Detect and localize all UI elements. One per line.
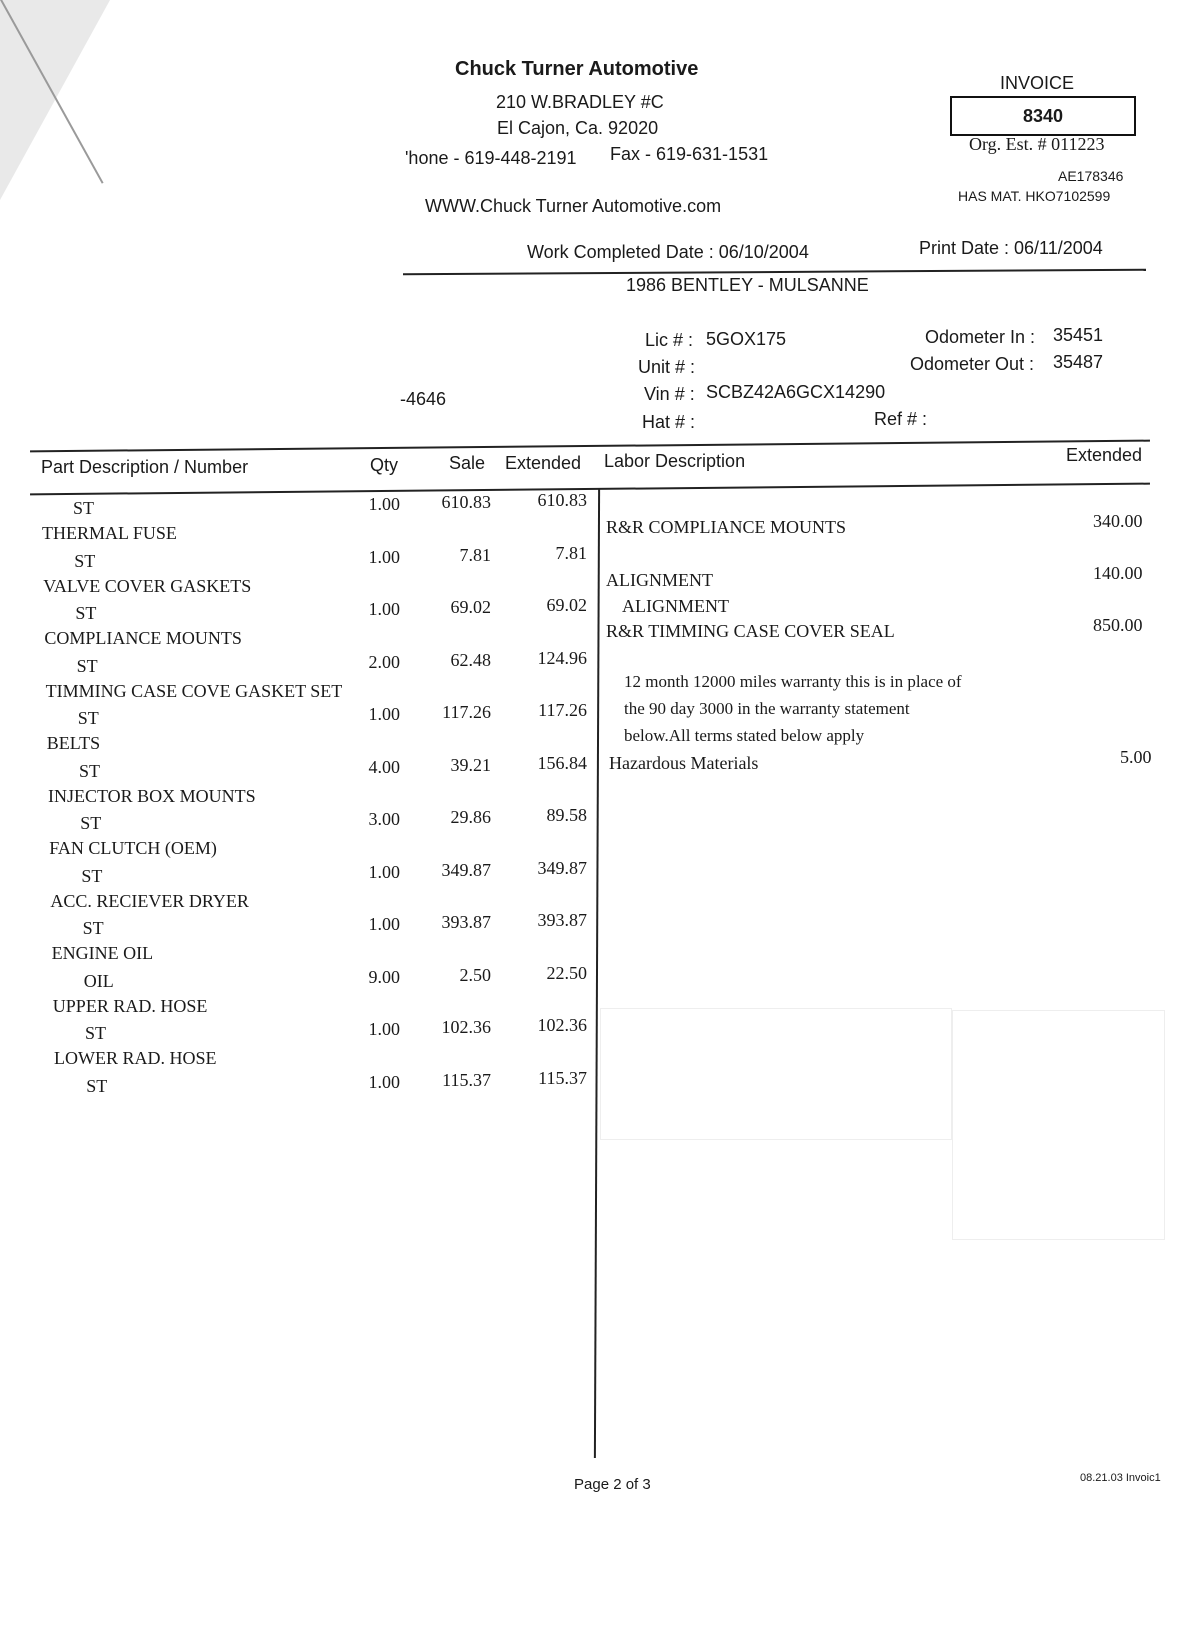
- company-website: WWW.Chuck Turner Automotive.com: [425, 196, 722, 216]
- part-extended: 89.58: [546, 805, 587, 825]
- org-est-number: Org. Est. # 011223: [969, 134, 1105, 154]
- labor-line-4-amount: 5.00: [1120, 747, 1152, 767]
- part-description: UPPER RAD. HOSE: [52, 995, 208, 1016]
- labor-line-2-sub: ALIGNMENT: [622, 596, 729, 616]
- part-extended: 102.36: [537, 1015, 587, 1035]
- part-sale: 29.86: [450, 807, 491, 827]
- part-extended: 7.81: [555, 542, 587, 563]
- part-number: ST: [77, 708, 99, 728]
- part-description: ACC. RECIEVER DRYER: [50, 890, 249, 911]
- warranty-note-line-3: below.All terms stated below apply: [624, 726, 865, 745]
- odometer-out-label: Odometer Out :: [910, 354, 1035, 374]
- table-header-bottom-line: [30, 483, 1150, 496]
- part-number: ST: [85, 1023, 107, 1043]
- part-number: ST: [73, 498, 95, 518]
- parts-labor-divider: [594, 488, 600, 1458]
- part-sale: 39.21: [450, 754, 491, 775]
- part-sale: 102.36: [441, 1017, 491, 1037]
- part-extended: 115.37: [538, 1067, 587, 1088]
- part-qty: 1.00: [368, 861, 400, 882]
- part-number: ST: [86, 1075, 108, 1096]
- labor-line-3-amount: 850.00: [1093, 615, 1143, 635]
- company-address-line2: El Cajon, Ca. 92020: [497, 118, 659, 138]
- part-sale: 69.02: [450, 597, 491, 617]
- odometer-in-label: Odometer In :: [925, 327, 1036, 347]
- part-sale: 7.81: [459, 544, 491, 565]
- part-qty: 1.00: [368, 546, 400, 567]
- labor-line-1: R&R COMPLIANCE MOUNTS: [606, 517, 847, 537]
- part-sale: 117.26: [442, 702, 491, 722]
- bleed-through-totals-box: [952, 1010, 1165, 1240]
- company-name: Chuck Turner Automotive: [455, 58, 699, 80]
- part-description: LOWER RAD. HOSE: [54, 1048, 217, 1068]
- unit-label: Unit # :: [638, 357, 696, 377]
- labor-line-3: R&R TIMMING CASE COVER SEAL: [606, 621, 895, 641]
- ae-number: AE178346: [1058, 168, 1124, 184]
- part-extended: 156.84: [537, 752, 587, 773]
- part-number: ST: [76, 655, 98, 676]
- vehicle-description: 1986 BENTLEY - MULSANNE: [626, 275, 869, 295]
- warranty-note-line-2: the 90 day 3000 in the warranty statement: [624, 699, 910, 718]
- page-number: Page 2 of 3: [574, 1476, 651, 1493]
- part-qty: 2.00: [368, 651, 400, 672]
- column-header-extended: Extended: [505, 453, 582, 473]
- part-number: ST: [80, 813, 102, 833]
- labor-line-2-amount: 140.00: [1093, 563, 1143, 583]
- odometer-out-value: 35487: [1053, 352, 1104, 372]
- part-description: VALVE COVER GASKETS: [43, 575, 252, 596]
- part-qty: 9.00: [368, 966, 400, 987]
- odometer-in-value: 35451: [1053, 325, 1104, 345]
- work-completed-date: Work Completed Date : 06/10/2004: [527, 242, 809, 262]
- part-qty: 1.00: [368, 494, 400, 514]
- company-phone: 'hone - 619-448-2191: [405, 148, 577, 168]
- column-header-part: Part Description / Number: [41, 457, 249, 477]
- labor-line-1-amount: 340.00: [1093, 511, 1143, 531]
- column-header-sale: Sale: [449, 453, 486, 473]
- part-description: TIMMING CASE COVE GASKET SET: [45, 680, 343, 701]
- company-fax: Fax - 619-631-1531: [610, 144, 769, 164]
- labor-line-4: Hazardous Materials: [609, 753, 759, 773]
- column-header-labor-extended: Extended: [1066, 445, 1143, 465]
- part-qty: 1.00: [368, 704, 400, 724]
- warranty-note-line-1: 12 month 12000 miles warranty this is in place of: [624, 672, 962, 691]
- part-sale: 349.87: [441, 859, 491, 880]
- print-date: Print Date : 06/11/2004: [919, 238, 1103, 258]
- column-header-labor: Labor Description: [604, 451, 746, 471]
- part-qty: 1.00: [368, 1071, 400, 1092]
- vin-label: Vin # :: [644, 384, 695, 404]
- table-top-line: [30, 440, 1150, 453]
- part-number: ST: [75, 603, 97, 623]
- part-description: BELTS: [46, 733, 101, 753]
- labor-line-2: ALIGNMENT: [606, 570, 713, 590]
- lic-value: 5GOX175: [706, 329, 787, 349]
- part-number: ST: [79, 760, 101, 781]
- part-number: OIL: [83, 970, 114, 991]
- part-sale: 610.83: [441, 492, 491, 512]
- part-sale: 393.87: [441, 912, 491, 932]
- invoice-number: 8340: [950, 96, 1136, 136]
- part-qty: 1.00: [368, 599, 400, 619]
- bleed-through-summary-box: [600, 1008, 952, 1140]
- lic-label: Lic # :: [645, 330, 694, 350]
- part-extended: 610.83: [537, 490, 587, 510]
- part-qty: 1.00: [368, 1019, 400, 1039]
- part-qty: 4.00: [368, 756, 400, 777]
- part-extended: 69.02: [546, 595, 587, 615]
- part-description: FAN CLUTCH (OEM): [49, 838, 217, 858]
- part-description: COMPLIANCE MOUNTS: [44, 628, 242, 648]
- part-sale: 2.50: [459, 964, 491, 985]
- form-code: 08.21.03 Invoic1: [1080, 1472, 1161, 1484]
- part-description: INJECTOR BOX MOUNTS: [48, 785, 256, 806]
- part-extended: 124.96: [537, 647, 587, 668]
- part-number: ST: [74, 550, 96, 571]
- part-extended: 117.26: [538, 700, 587, 720]
- part-extended: 349.87: [537, 857, 587, 878]
- part-sale: 62.48: [450, 649, 491, 670]
- hat-label: Hat # :: [642, 412, 696, 432]
- part-qty: 3.00: [368, 809, 400, 829]
- part-qty: 1.00: [368, 914, 400, 934]
- invoice-label: INVOICE: [1000, 73, 1075, 93]
- part-extended: 393.87: [537, 910, 587, 930]
- company-address-line1: 210 W.BRADLEY #C: [496, 92, 664, 112]
- part-description: THERMAL FUSE: [42, 523, 177, 543]
- column-header-qty: Qty: [370, 455, 399, 475]
- part-number: ST: [81, 865, 103, 886]
- ref-label: Ref # :: [874, 409, 928, 429]
- part-number: ST: [82, 918, 104, 938]
- vin-value: SCBZ42A6GCX14290: [706, 382, 886, 402]
- part-sale: 115.37: [442, 1069, 491, 1090]
- customer-phone-suffix: -4646: [400, 389, 447, 409]
- has-mat-number: HAS MAT. HKO7102599: [958, 188, 1111, 204]
- part-extended: 22.50: [546, 962, 587, 983]
- part-description: ENGINE OIL: [51, 943, 154, 963]
